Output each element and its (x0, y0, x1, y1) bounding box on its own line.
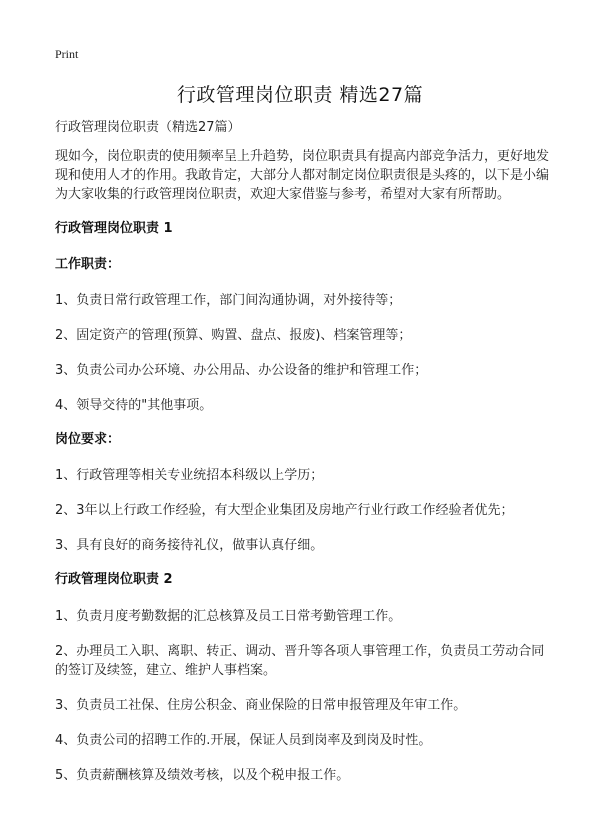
section2-item: 3、负责员工社保、住房公积金、商业保险的日常申报管理及年审工作。 (55, 698, 467, 713)
requirement-item: 1、行政管理等相关专业统招本科级以上学历； (55, 468, 324, 483)
section-heading-2: 行政管理岗位职责 2 (55, 572, 173, 587)
duties-heading: 工作职责： (55, 257, 121, 272)
requirements-heading: 岗位要求： (55, 432, 121, 447)
document-body (55, 119, 552, 801)
print-label[interactable]: Print (55, 47, 79, 61)
section2-item: 2、办理员工入职、离职、转正、调动、晋升等各项人事管理工作，负责员工劳动合同的签订及续签，建立、维护人事档案。 (55, 644, 545, 678)
section2-item: 1、负责月度考勤数据的汇总核算及员工日常考勤管理工作。 (55, 609, 402, 624)
requirement-item: 2、3年以上行政工作经验，有大型企业集团及房地产行业行政工作经验者优先； (55, 503, 514, 518)
page-title: 行政管理岗位职责 精选27篇 (176, 84, 424, 106)
duty-item: 3、负责公司办公环境、办公用品、办公设备的维护和管理工作； (55, 363, 428, 378)
duty-item: 1、负责日常行政管理工作，部门间沟通协调，对外接待等； (55, 293, 402, 308)
document-subtitle: 行政管理岗位职责（精选27篇） (55, 120, 241, 135)
duty-item: 2、固定资产的管理(预算、购置、盘点、报废)、档案管理等； (55, 328, 412, 343)
duty-item: 4、领导交待的"其他事项。 (55, 398, 213, 413)
section-heading-1: 行政管理岗位职责 1 (55, 221, 173, 236)
intro-paragraph: 现如今，岗位职责的使用频率呈上升趋势，岗位职责具有提高内部竞争活力，更好地发现和使用人才的作用。我敢肯定，大部分人都对制定岗位职责很是头疼的，以下是小编为大家收集的行政管理岗位职责，欢迎大家借鉴与参考，希望对大家有所帮助。 (55, 149, 550, 202)
section2-item: 5、负责薪酬核算及绩效考核，以及个税申报工作。 (55, 768, 350, 783)
requirement-item: 3、具有良好的商务接待礼仪，做事认真仔细。 (55, 538, 324, 553)
section2-item: 4、负责公司的招聘工作的.开展，保证人员到岗率及到岗及时性。 (55, 733, 432, 748)
